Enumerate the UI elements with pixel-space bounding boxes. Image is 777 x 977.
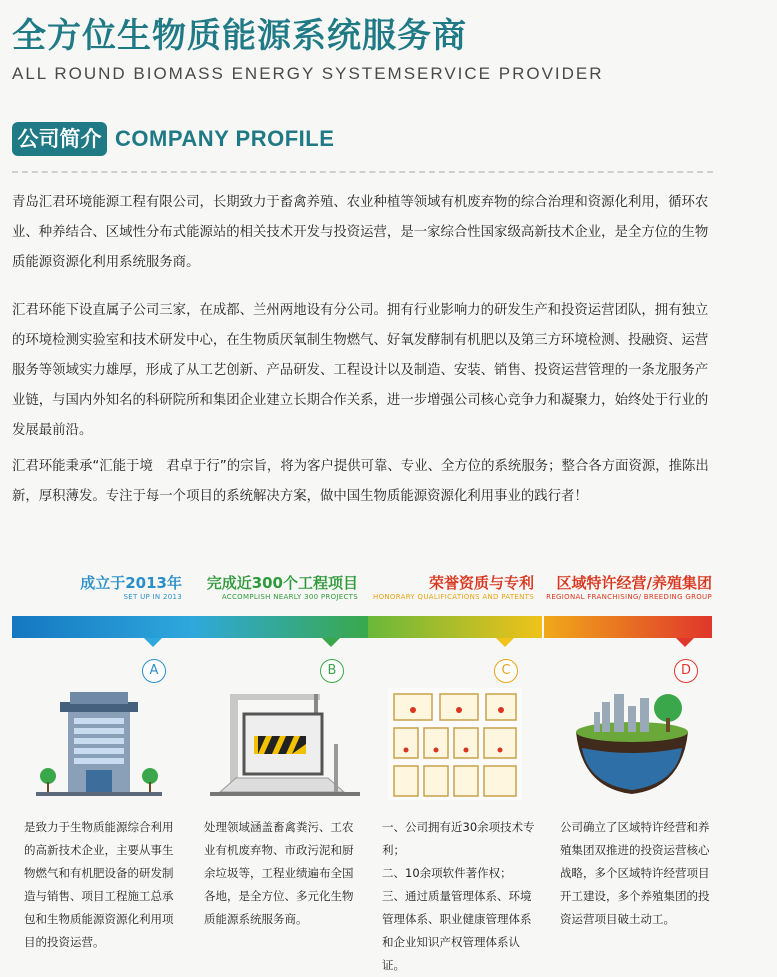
divider [12,171,713,173]
column-a-marker: A [142,659,166,683]
column-c-marker: C [494,659,518,683]
page-subtitle: ALL ROUND BIOMASS ENERGY SYSTEMSERVICE PROVIDER [12,64,604,83]
column-d-pointer [676,638,694,647]
column-d-header [544,572,712,602]
profile-paragraph-2: 汇君环能下设直属子公司三家，在成都、兰州两地设有分公司。拥有行业影响力的研发生产和投资运营团队，拥有独立的环境检测实验室和技术研发中心，在生物质厌氧制生物燃气、好氧发酵制有机肥以及第三方环境检测、投融资、运营服务等领域实力雄厚，形成了从工艺创新、产品研发、工程设计以及制造、安装、销售、投资运营管理的一条龙服务产业链，与国内外知名的科研院所和集团企业建立长期合作关系，进一步增强公司核心竞争力和凝聚力，始终处于行业的发展最前沿。 [12,303,709,438]
column-b-title: 完成近300个工程项目 [206,574,358,592]
column-d-title: 区域特许经营/养殖集团 [556,574,712,592]
certificates-icon [388,688,522,800]
profile-paragraph-1: 青岛汇君环境能源工程有限公司，长期致力于畜禽养殖、农业种植等领域有机废弃物的综合治理和资源化利用，循环农业、种养结合、区域性分布式能源站的相关技术开发与投资运营，是一家综合性国家级高新技术企业，是全方位的生物质能源资源化利用系统服务商。 [12,195,709,270]
construction-screen-icon [210,688,360,800]
column-c-header [366,572,534,602]
page-title: 全方位生物质能源系统服务商 [12,16,467,56]
column-d-subtitle: REGIONAL FRANCHISING/ BREEDING GROUP [546,593,712,601]
column-c-item-1: 一、公司拥有近30余项技术专利； [382,820,535,857]
column-d-description: 公司确立了区域特许经营和养殖集团双推进的投资运营核心战略，多个区域特许经营项目开工建设，多个养殖集团的投资运营项目破土动工。 [560,820,710,926]
column-c-title: 荣誉资质与专利 [428,574,534,592]
column-d-marker: D [674,659,698,683]
column-d-bar [544,616,712,638]
column-c-item-2: 二、10余项软件著作权； [382,866,512,880]
column-b-bar [190,616,370,638]
office-building-icon [36,688,162,800]
profile-paragraph-3: 汇君环能秉承“汇能于境 君卓于行”的宗旨，将为客户提供可靠、专业、全方位的系统服务；整合各方面资源，推陈出新，厚积薄发。专注于每一个项目的系统解决方案，做中国生物质能源资源化利用事业的践行者！ [12,459,709,504]
section-title: COMPANY PROFILE [115,126,335,151]
column-b-subtitle: ACCOMPLISH NEARLY 300 PROJECTS [221,593,358,601]
column-a-title: 成立于2013年 [80,574,182,592]
section-badge: 公司简介 [12,122,107,156]
column-a-subtitle: SET UP IN 2013 [123,593,182,601]
column-a-bar [12,616,194,638]
column-b-marker: B [320,659,344,683]
column-a-header [14,572,182,602]
column-c-bar [368,616,542,638]
column-c-item-3: 三、通过质量管理体系、环境管理体系、职业健康管理体系和企业知识产权管理体系认证。 [382,889,532,972]
column-c-description [382,816,542,977]
column-b-pointer [322,638,340,647]
column-c-pointer [496,638,514,647]
column-a-description: 是致力于生物质能源综合利用的高新技术企业，主要从事生物燃气和有机肥设备的研发制造与销售、项目工程施工总承包和生物质能源资源化利用项目的投资运营。 [24,820,174,949]
column-b-header [190,572,358,602]
eco-globe-icon [572,688,692,800]
column-b-description: 处理领域涵盖畜禽粪污、工农业有机废弃物、市政污泥和厨余垃圾等，工程业绩遍布全国各地，是全方位、多元化生物质能源系统服务商。 [204,820,354,926]
column-a-pointer [144,638,162,647]
column-c-subtitle: HONORARY QUALIFICATIONS AND PATENTS [373,593,534,601]
